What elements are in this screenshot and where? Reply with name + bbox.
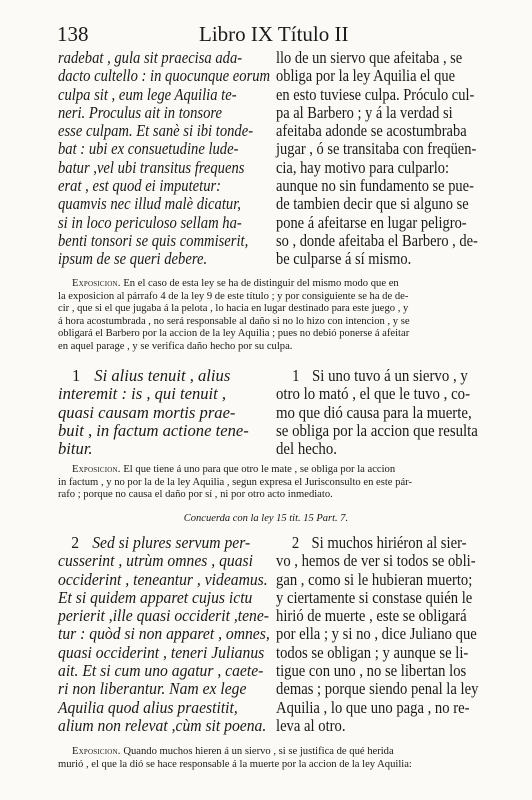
exposicion-line: Exposicion. Quando muchos hieren á un siervo , si se justifica de qué herida	[72, 746, 394, 757]
latin-line: alium non relevat ,cùm sit poena.	[58, 715, 267, 735]
latin-line: quamvis nec illud malè dicatur,	[58, 194, 241, 214]
paragraph-number: 2	[71, 533, 80, 552]
spanish-line: Aquilia , lo que uno paga , no re-	[276, 697, 470, 717]
spanish-line: y ciertamente si constase quién le	[276, 587, 473, 607]
spanish-line: tigue con uno , no se libertan los	[276, 661, 467, 681]
paragraph-number: 2	[291, 533, 300, 552]
latin-line: Aquilia quod alius praestitit,	[58, 697, 238, 717]
latin-line: culpa sit , eum lege Aquilia te-	[58, 84, 237, 104]
spanish-column-2	[276, 367, 502, 458]
latin-line: ri non liberantur. Nam ex lege	[58, 679, 247, 699]
paragraph-number: 1	[72, 366, 81, 385]
spanish-line: demas ; porque siendo penal la ley	[276, 679, 479, 699]
latin-line: buit , in factum actione tene-	[58, 420, 249, 440]
latin-line: quasi occiderint , teneri Julianus	[58, 642, 265, 662]
spanish-line: todos se obligan ; y aunque se li-	[276, 642, 469, 662]
exposicion-label: Exposicion.	[72, 746, 121, 757]
spanish-line: aunque no sin fundamento se pue-	[276, 176, 474, 196]
latin-line: 2 Sed si plures servum per-	[71, 533, 251, 552]
spanish-line: jugar , ó se transitaba con freqüen-	[276, 139, 477, 159]
spanish-line: be culparse á sí mismo.	[276, 249, 412, 269]
latin-line: Et si quidem apparet cujus ictu	[58, 587, 253, 607]
spanish-line: afeitaba adonde se acostumbraba	[276, 121, 467, 141]
exposicion-line: in factum , y no por la de la ley Aquilia , segun expresa el Jurisconsulto en este pár-	[58, 476, 412, 488]
spanish-line: otro lo mató , el que le tuvo , co-	[276, 384, 471, 404]
exposicion-label: Exposicion.	[72, 464, 121, 475]
spanish-column-3	[276, 534, 505, 735]
spanish-line: 1 Si uno tuvo á un siervo , y	[292, 366, 468, 385]
paragraph-number: 1	[292, 366, 300, 385]
latin-line: dacto cultello : in quocunque eorum	[58, 66, 271, 86]
exposicion-3	[58, 746, 412, 771]
spanish-line: so , donde afeitaba el Barbero , de-	[276, 230, 478, 250]
exposicion-line: rafo ; porque no causa el daño por sí , ni por otro acto inmediato.	[58, 489, 333, 501]
latin-line: cusserint , utrùm omnes , quasi	[58, 551, 253, 571]
latin-line: interemit : is , qui tenuit ,	[58, 384, 227, 404]
spanish-line: se obliga por la accion que resulta	[276, 420, 478, 440]
exposicion-line: Exposicion. En el caso de esta ley se ha de distinguir del mismo modo que en	[72, 278, 399, 289]
latin-line: tur : quòd si non apparet , omnes,	[58, 624, 270, 644]
spanish-line: gan , como si le hubieran muerto;	[276, 569, 473, 589]
latin-line: esse culpam. Et sanè si ibi tonde-	[58, 121, 254, 141]
spanish-line: por ella ; y si no , dice Juliano que	[276, 624, 477, 644]
latin-column-1	[58, 49, 299, 269]
exposicion-line: cir , que si el que jugaba á la pelota , lo hacia en lugar destinado para este juego , y	[58, 303, 409, 315]
exposicion-line: la exposicion al párrafo 4 de la ley 9 de este título ; y por consiguiente se ha de de-	[58, 290, 409, 302]
latin-line: neri. Proculus ait in tonsore	[58, 102, 223, 122]
page-header	[0, 22, 532, 46]
latin-line: quasi causam mortis prae-	[58, 402, 236, 422]
spanish-line: hirió de muerte , este se obligará	[276, 606, 467, 626]
spanish-line: de tambien decir que si alguno se	[276, 194, 469, 214]
latin-line: 1 Si alius tenuit , alius	[72, 366, 231, 385]
latin-line: perierit ,ille quasi occiderit ,tene-	[58, 606, 269, 626]
running-title: Libro IX Título II	[199, 22, 349, 46]
latin-line: bat : ubi ex consuetudine lude-	[58, 139, 239, 159]
spanish-line: obliga por la ley Aquilia el que	[276, 66, 456, 86]
spanish-line: 2 Si muchos hiriéron al sier-	[291, 533, 467, 552]
latin-line: si in loco periculoso sellam ha-	[58, 212, 242, 232]
exposicion-line: obligará el Barbero por la accion de la ley Aquilia ; pues no debió ponerse á afeitar	[58, 328, 410, 340]
latin-line: benti tonsori se quis commiserit,	[58, 230, 249, 250]
latin-line: occiderint , teneantur , videamus.	[58, 569, 268, 589]
concuerda-note: Concuerda con la ley 15 tit. 15 Part. 7.	[183, 513, 349, 524]
spanish-line: llo de un siervo que afeitaba , se	[276, 48, 463, 67]
exposicion-1	[58, 278, 410, 354]
page-number: 138	[57, 22, 89, 46]
latin-column-3	[58, 534, 283, 735]
exposicion-2	[58, 464, 412, 502]
spanish-line: vo , hemos de ver si todos se obli-	[276, 551, 476, 571]
exposicion-line: murió , el que la dió se hace responsable á la muerte por la accion de la ley Aquilia:	[58, 758, 412, 770]
latin-line: ait. Et si cum uno agatur , caete-	[58, 661, 264, 681]
spanish-line: en esto tuviese culpa. Próculo cul-	[276, 84, 475, 104]
spanish-column-1	[276, 49, 508, 269]
spanish-line: pa al Barbero ; y á la verdad si	[276, 102, 453, 122]
spanish-line: leva al otro.	[276, 715, 346, 735]
spanish-line: pone á afeitarse en lugar peligro-	[276, 212, 467, 232]
latin-line: radebat , gula sit praecisa ada-	[58, 48, 243, 67]
spanish-line: mo que dió causa para la muerte,	[276, 402, 472, 422]
exposicion-label: Exposicion.	[72, 278, 121, 289]
latin-line: batur ,vel ubi transitus frequens	[58, 157, 245, 177]
spanish-line: del hecho.	[276, 439, 337, 459]
latin-line: erat , est quod ei imputetur:	[58, 176, 222, 196]
exposicion-line: Exposicion. El que tiene á uno para que otro le mate , se obliga por la accion	[72, 464, 396, 475]
latin-column-2	[58, 367, 249, 458]
exposicion-line: en aquel parage , y se verifica daño hecho por su culpa.	[58, 340, 293, 352]
spanish-line: cia, hay motivo para culparlo:	[276, 157, 449, 177]
exposicion-line: á hora acostumbrada , no será responsable al daño si no lo hizo con intencion , y se	[58, 315, 410, 327]
latin-line: ipsum de se queri debere.	[58, 249, 208, 269]
latin-line: bitur.	[58, 439, 93, 459]
